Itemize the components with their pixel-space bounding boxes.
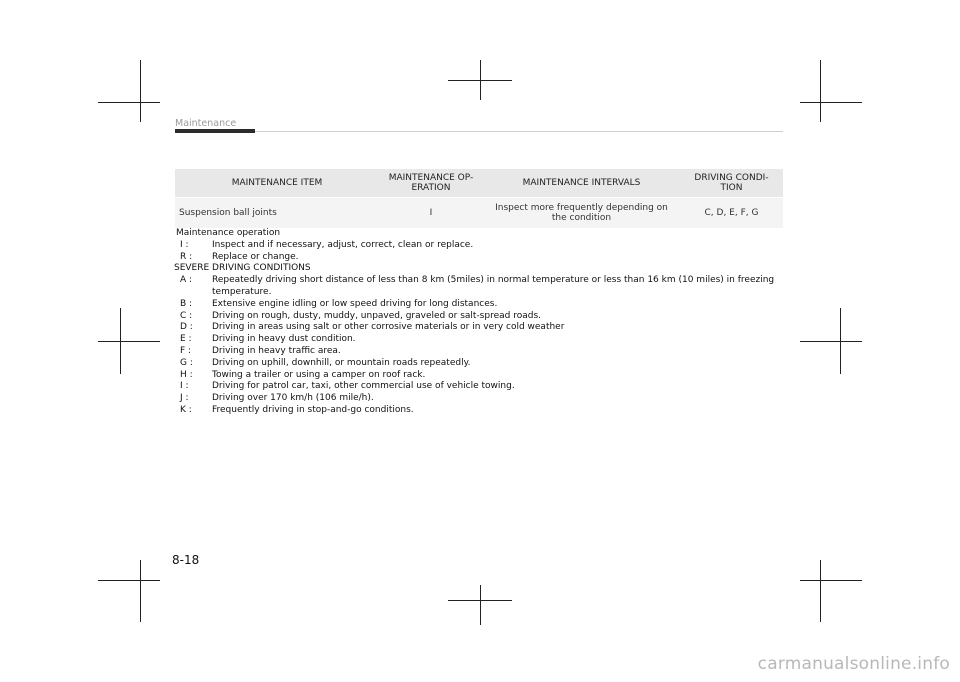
column-header-condition: DRIVING CONDI- TION [680, 169, 783, 198]
item-text: Driving over 170 km/h (106 mile/h). [212, 393, 374, 404]
list-item [176, 381, 786, 393]
item-text: Towing a trailer or using a camper on roof rack. [212, 369, 426, 380]
item-text: Driving on rough, dusty, muddy, unpaved, graveled or salt-spread roads. [212, 310, 541, 321]
list-item [176, 334, 786, 346]
watermark-link[interactable]: carmanualsonline.info [757, 654, 950, 674]
item-code: K : [180, 404, 192, 415]
severe-conditions-title: SEVERE DRIVING CONDITIONS [174, 263, 311, 274]
operation-key-title: Maintenance operation [176, 228, 281, 238]
item-code: R : [180, 251, 193, 262]
page-number: 8-18 [172, 553, 200, 567]
section-divider [175, 131, 783, 132]
item-code: D : [180, 322, 193, 333]
item-code: A : [180, 275, 193, 286]
list-item [176, 393, 786, 405]
item-code: B : [180, 298, 193, 309]
list-item [176, 275, 786, 299]
list-item [176, 311, 786, 323]
item-text: Frequently driving in stop-and-go conditions. [212, 404, 414, 415]
item-code: E : [180, 334, 192, 345]
list-item [176, 405, 786, 417]
item-code: C : [180, 310, 193, 321]
section-title: Maintenance [175, 118, 237, 129]
column-header-operation: MAINTENANCE OP- ERATION [379, 169, 483, 198]
item-code: I : [180, 239, 189, 250]
cell-interval: Inspect more frequently depending on the condition [483, 198, 680, 229]
item-code: F : [180, 345, 192, 356]
list-item [176, 358, 786, 370]
cell-operation: I [379, 198, 483, 229]
list-item [176, 370, 786, 382]
cell-condition: C, D, E, F, G [680, 198, 783, 229]
list-item [176, 299, 786, 311]
item-text: Driving in areas using salt or other corrosive materials or in very cold weather [212, 322, 565, 333]
column-header-intervals: MAINTENANCE INTERVALS [483, 169, 680, 198]
item-text: Inspect and if necessary, adjust, correct, clean or replace. [212, 239, 474, 250]
list-item [176, 240, 786, 252]
section-accent-bar [175, 129, 255, 133]
item-text: Repeatedly driving short distance of less than 8 km (5miles) in normal temperature or less than 16 km (10 miles) in freezing temperature. [212, 275, 775, 297]
item-text: Driving for patrol car, taxi, other commercial use of vehicle towing. [212, 381, 515, 392]
list-item [176, 346, 786, 358]
item-text: Driving in heavy dust condition. [212, 334, 356, 345]
maintenance-table [175, 169, 783, 228]
column-header-item: MAINTENANCE ITEM [175, 169, 379, 198]
item-code: I : [180, 381, 189, 392]
item-text: Driving in heavy traffic area. [212, 345, 341, 356]
item-code: J : [180, 393, 189, 404]
table-row [175, 198, 783, 229]
item-text: Driving on uphill, downhill, or mountain roads repeatedly. [212, 357, 471, 368]
cell-item: Suspension ball joints [175, 198, 379, 229]
list-item [176, 322, 786, 334]
item-code: G : [180, 357, 193, 368]
item-text: Extensive engine idling or low speed driving for long distances. [212, 298, 498, 309]
list-item [176, 252, 786, 264]
table-header-row [175, 169, 783, 198]
notes-section [176, 228, 786, 417]
item-text: Replace or change. [212, 251, 299, 262]
item-code: H : [180, 369, 193, 380]
